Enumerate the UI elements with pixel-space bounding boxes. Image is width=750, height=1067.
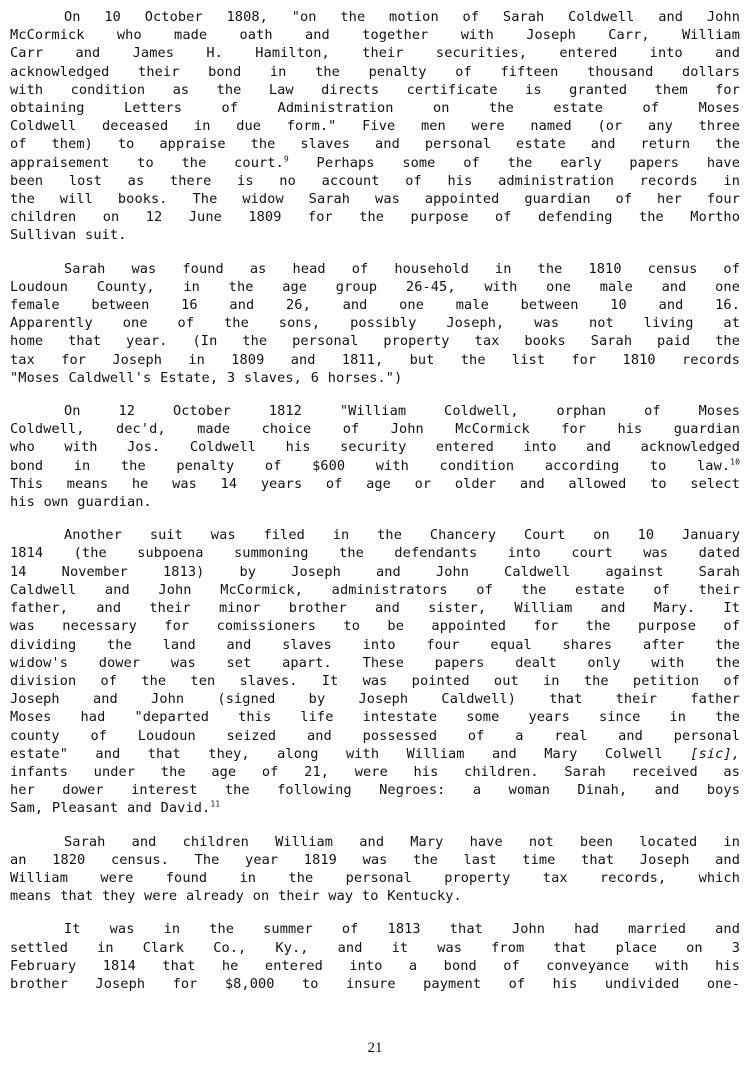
text-line: county of Loudoun seized and possessed of a real and personal [10,727,740,744]
text-line: Caldwell and John McCormick, administrators of the estate of their [10,581,740,598]
text-line: dividing the land and slaves into four equal shares after the [10,636,740,653]
text-line: Loudoun County, in the age group 26-45, with one male and one [10,278,740,295]
text-line: Sam, Pleasant and David.$^{11}$ [10,799,221,817]
text-line: been lost as there is no account of his administration records in [10,172,740,189]
footnote-marker: 9 [283,154,289,164]
text-line: Sarah and children William and Mary have not been located in [64,833,740,850]
text-line: acknowledged their bond in the penalty of fifteen thousand dollars [10,63,740,80]
text-line: This means he was 14 years of age or older and allowed to select [10,475,740,492]
text-line: William were found in the personal property tax records, which [10,869,740,886]
text-line: widow's dower was set apart. These papers dealt only with the [10,654,740,671]
text-line: Carr and James H. Hamilton, their securities, entered into and [10,45,740,62]
paragraph [10,833,740,906]
footnote-marker: 10 [730,457,740,467]
text-line: infants under the age of 21, were his children. Sarah received as [10,763,740,780]
text-line: bond in the penalty of $600 with condition according to law.$^{10}$ [10,457,740,474]
text-line: father, and their minor brother and sister, William and Mary. It [10,600,740,617]
text-line: On 12 October 1812 "William Coldwell, orphan of Moses [64,403,740,420]
text-line: On 10 October 1808, "on the motion of Sarah Coldwell and John [64,9,740,25]
text-line: February 1814 that he entered into a bond of conveyance with his [10,957,740,974]
text-line: "Moses Caldwell's Estate, 3 slaves, 6 horses.") [10,369,403,386]
text-line: Apparently one of the sons, possibly Joseph, was not living at [10,315,740,332]
text-line: appraisement to the court.$^9$ Perhaps some of the early papers have [10,154,741,171]
text-line: children on 12 June 1809 for the purpose of defending the Mortho [10,209,740,226]
text-line: It was in the summer of 1813 that John had married and [64,921,740,938]
text-line: female between 16 and 26, and one male between 10 and 16. [10,297,740,314]
text-line: division of the ten slaves. It was pointed out in the petition of [10,672,740,689]
text-line: the will books. The widow Sarah was appointed guardian of her four [10,191,740,208]
page-number: 21 [367,1040,383,1056]
paragraph [10,260,740,387]
text-line: an 1820 census. The year 1819 was the last time that Joseph and [10,851,740,868]
sic-annotation: [sic], [690,745,740,762]
text-line: brother Joseph for $8,000 to insure payment of his undivided one- [10,975,740,992]
text-line: of them) to appraise the slaves and personal estate and return the [10,136,740,153]
text-line: home that year. (In the personal property tax books Sarah paid the [10,333,740,350]
text-line: 1814 (the subpoena summoning the defendants into court was dated [10,545,740,562]
text-line: estate" and that they, along with William and Mary Colwell [sic], [10,745,740,762]
paragraph [10,8,740,245]
text-line: means that they were already on their way to Kentucky. [10,888,462,905]
text-line: settled in Clark Co., Ky., and it was from that place on 3 [10,939,740,956]
paragraph [10,526,740,817]
text-line: Another suit was filed in the Chancery Court on 10 January [64,527,740,544]
text-line: obtaining Letters of Administration on the estate of Moses [10,100,740,117]
text-line: Coldwell deceased in due form." Five men were named (or any three [10,118,740,135]
text-line: tax for Joseph in 1809 and 1811, but the list for 1810 records [10,351,740,368]
text-line: McCormick who made oath and together with Joseph Carr, William [10,27,740,44]
text-line: Moses had "departed this life intestate some years since in the [10,709,740,726]
text-line: with condition as the Law directs certificate is granted them for [10,81,740,98]
text-line: Sarah was found as head of household in the 1810 census of [64,260,740,277]
text-line: his own guardian. [10,494,152,511]
text-line: 14 November 1813) by Joseph and John Caldwell against Sarah [10,563,740,580]
text-line: Coldwell, dec'd, made choice of John McCormick for his guardian [10,421,740,438]
paragraph [10,920,740,993]
text-line: her dower interest the following Negroes: a woman Dinah, and boys [10,782,740,799]
text-line: who with Jos. Coldwell his security entered into and acknowledged [10,439,740,456]
footnote-marker: 11 [210,799,221,809]
paragraph [10,402,740,511]
text-line: Sullivan suit. [10,227,127,244]
text-line: Joseph and John (signed by Joseph Caldwell) that their father [10,691,740,708]
text-line: was necessary for comissioners to be appointed for the purpose of [10,618,740,635]
